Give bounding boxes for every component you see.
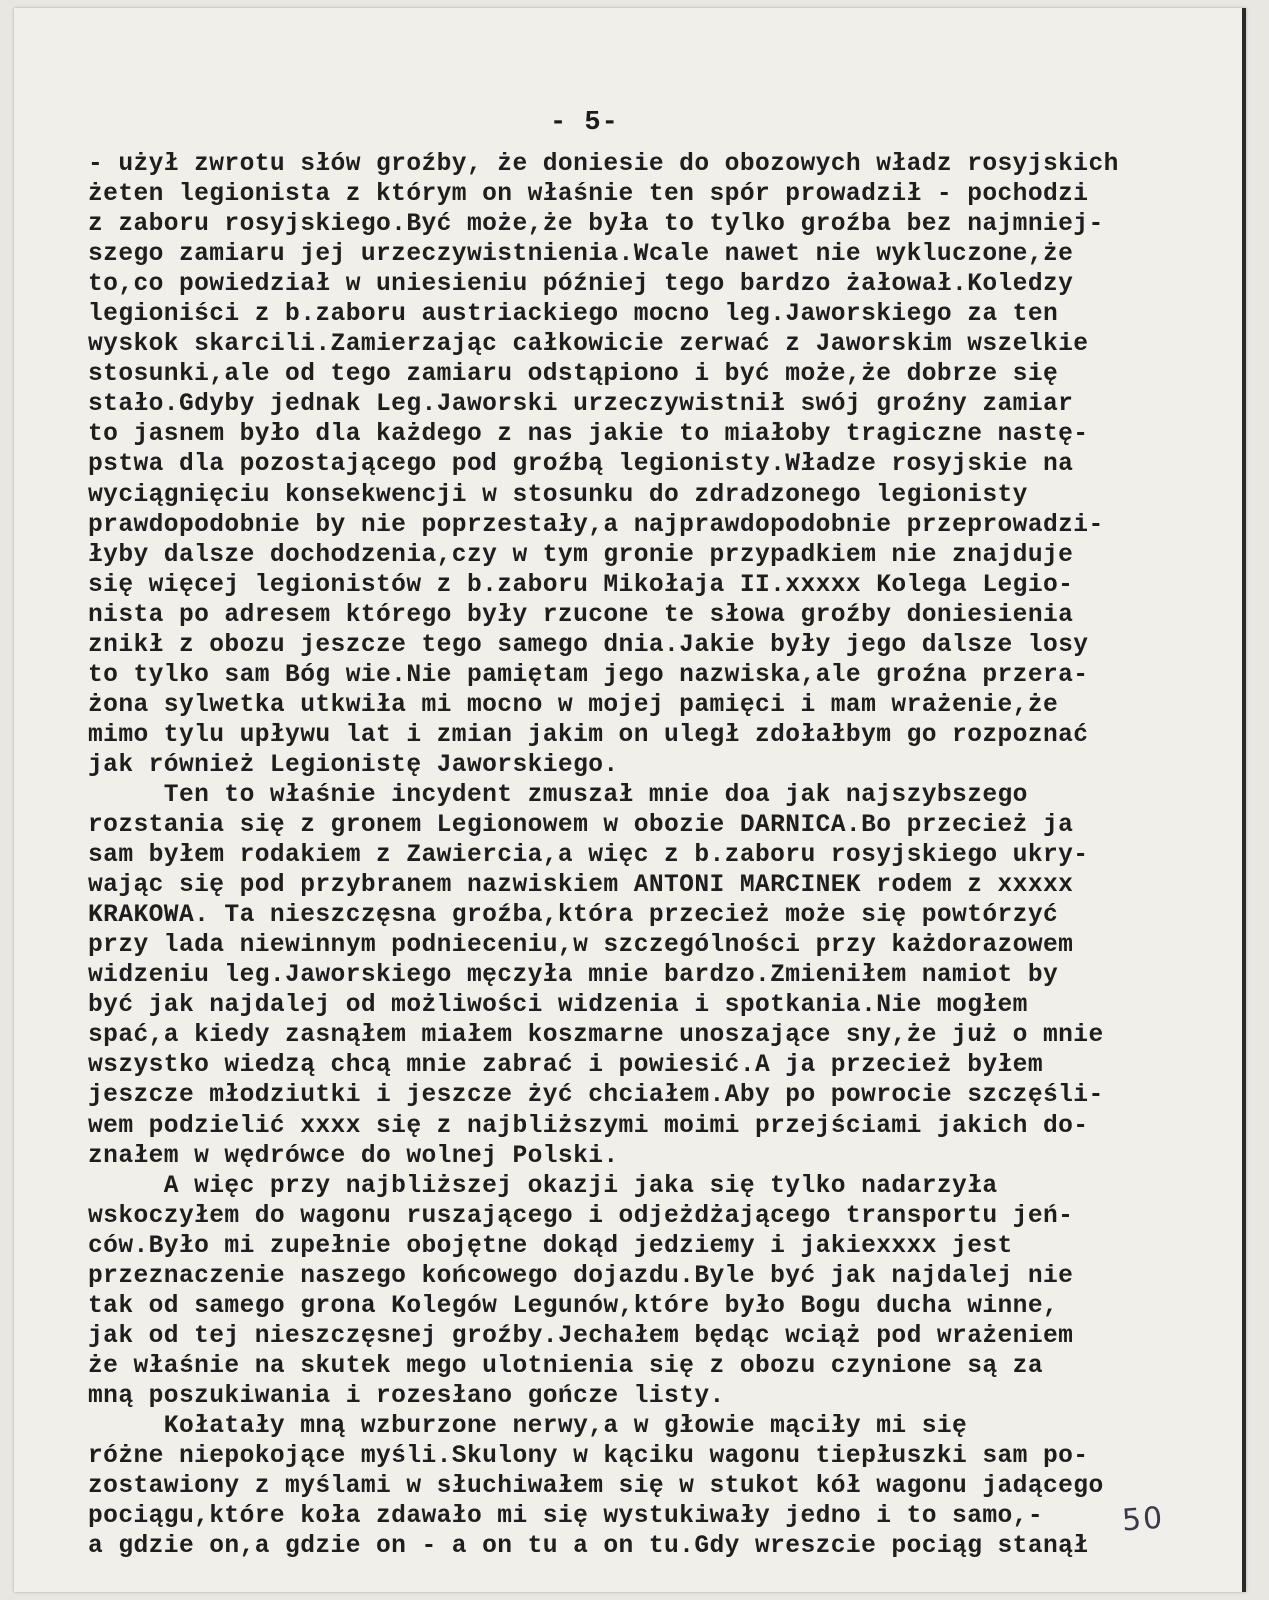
text-line: szego zamiaru jej urzeczywistnienia.Wcale nawet nie wykluczone,że bbox=[88, 241, 1074, 269]
text-line: mną poszukiwania i rozesłano gończe listy. bbox=[88, 1382, 725, 1410]
text-line: stało.Gdyby jednak Leg.Jaworski urzeczywistnił swój groźny zamiar bbox=[88, 391, 1074, 419]
scan-edge bbox=[1242, 8, 1246, 1592]
text-line: przeznaczenie naszego końcowego dojazdu.Byle być jak najdalej nie bbox=[88, 1262, 1074, 1290]
text-line: sam byłem rodakiem z Zawiercia,a więc z b.zaboru rosyjskiego ukry- bbox=[88, 842, 1089, 870]
text-line: się więcej legionistów z b.zaboru Mikołaja II.xxxxx Kolega Legio- bbox=[88, 571, 1074, 599]
text-line: jeszcze młodziutki i jeszcze żyć chciałem.Aby po powrocie szczęśli- bbox=[88, 1082, 1104, 1110]
text-line: przy lada niewinnym podnieceniu,w szczególności przy każdorazowem bbox=[88, 932, 1074, 960]
text-line: A więc przy najbliższej okazji jaka się tylko nadarzyła bbox=[88, 1172, 998, 1200]
text-line: żona sylwetka utkwiła mi mocno w mojej pamięci i mam wrażenie,że bbox=[88, 691, 1059, 719]
text-line: różne niepokojące myśli.Skulony w kąciku wagonu tiepłuszki sam po- bbox=[88, 1443, 1089, 1471]
text-line: łyby dalsze dochodzenia,czy w tym gronie przypadkiem nie znajduje bbox=[88, 541, 1074, 569]
text-line: jak również Legionistę Jaworskiego. bbox=[88, 751, 619, 779]
text-line: tak od samego grona Kolegów Legunów,które było Bogu ducha winne, bbox=[88, 1292, 1059, 1320]
text-line: a gdzie on,a gdzie on - a on tu a on tu.Gdy wreszcie pociąg stanął bbox=[88, 1533, 1089, 1561]
text-line: wyskok skarcili.Zamierzając całkowicie zerwać z Jaworskim wszelkie bbox=[88, 331, 1089, 359]
text-line: zostawiony z myślami w słuchiwałem się w stukot kół wagonu jadącego bbox=[88, 1473, 1104, 1501]
text-line: wem podzielić xxxx się z najbliższymi moimi przejściami jakich do- bbox=[88, 1112, 1089, 1140]
text-line: jak od tej nieszczęsnej groźby.Jechałem będąc wciąż pod wrażeniem bbox=[88, 1322, 1074, 1350]
body-text bbox=[88, 150, 1178, 1562]
text-line: to tylko sam Bóg wie.Nie pamiętam jego nazwiska,ale groźna przera- bbox=[88, 661, 1089, 689]
text-line: mimo tylu upływu lat i zmian jakim on uległ zdołałbym go rozpoznać bbox=[88, 721, 1089, 749]
typewritten-page bbox=[14, 8, 1246, 1592]
text-line: znikł z obozu jeszcze tego samego dnia.Jakie były jego dalsze losy bbox=[88, 631, 1089, 659]
text-line: ców.Było mi zupełnie obojętne dokąd jedziemy i jakiexxxx jest bbox=[88, 1232, 1013, 1260]
text-line: pociągu,które koła zdawało mi się wystukiwały jedno i to samo,- bbox=[88, 1503, 1043, 1531]
text-line: pstwa dla pozostającego pod groźbą legionisty.Władze rosyjskie na bbox=[88, 451, 1074, 479]
text-line: wając się pod przybranem nazwiskiem ANTONI MARCINEK rodem z xxxxx bbox=[88, 872, 1074, 900]
text-line: Kołatały mną wzburzone nerwy,a w głowie mąciły mi się bbox=[88, 1412, 968, 1440]
text-line: być jak najdalej od możliwości widzenia i spotkania.Nie mogłem bbox=[88, 992, 1028, 1020]
text-line: widzeniu leg.Jaworskiego męczyła mnie bardzo.Zmieniłem namiot by bbox=[88, 962, 1059, 990]
text-line: znałem w wędrówce do wolnej Polski. bbox=[88, 1142, 619, 1170]
text-line: to jasnem było dla każdego z nas jakie to miałoby tragiczne nastę- bbox=[88, 421, 1089, 449]
text-line: z zaboru rosyjskiego.Być może,że była to tylko groźba bez najmniej- bbox=[88, 211, 1104, 239]
text-line: wskoczyłem do wagonu ruszającego i odjeżdżającego transportu jeń- bbox=[88, 1202, 1074, 1230]
page-number: - 5- bbox=[550, 108, 619, 138]
text-line: to,co powiedział w uniesieniu później tego bardzo żałował.Koledzy bbox=[88, 271, 1074, 299]
text-line: że właśnie na skutek mego ulotnienia się z obozu czynione są za bbox=[88, 1352, 1043, 1380]
text-line: wyciągnięciu konsekwencji w stosunku do zdradzonego legionisty bbox=[88, 481, 1028, 509]
text-line: legioniści z b.zaboru austriackiego mocno leg.Jaworskiego za ten bbox=[88, 301, 1059, 329]
text-line: Ten to właśnie incydent zmuszał mnie doa jak najszybszego bbox=[88, 781, 1028, 809]
text-line: spać,a kiedy zasnąłem miałem koszmarne unoszające sny,że już o mnie bbox=[88, 1022, 1104, 1050]
text-line: nista po adresem którego były rzucone te słowa groźby doniesienia bbox=[88, 601, 1074, 629]
text-line: rozstania się z gronem Legionowem w obozie DARNICA.Bo przecież ja bbox=[88, 812, 1074, 840]
text-line: prawdopodobnie by nie poprzestały,a najprawdopodobnie przeprowadzi- bbox=[88, 511, 1104, 539]
handwritten-folio-number: 50 bbox=[1120, 1500, 1166, 1539]
text-line: żeten legionista z którym on właśnie ten spór prowadził - pochodzi bbox=[88, 181, 1089, 209]
text-line: stosunki,ale od tego zamiaru odstąpiono i być może,że dobrze się bbox=[88, 361, 1059, 389]
text-line: - użył zwrotu słów groźby, że doniesie do obozowych władz rosyjskich bbox=[88, 151, 1119, 178]
text-line: KRAKOWA. Ta nieszczęsna groźba,która przecież może się powtórzyć bbox=[88, 902, 1059, 930]
text-line: wszystko wiedzą chcą mnie zabrać i powiesić.A ja przecież byłem bbox=[88, 1052, 1043, 1080]
